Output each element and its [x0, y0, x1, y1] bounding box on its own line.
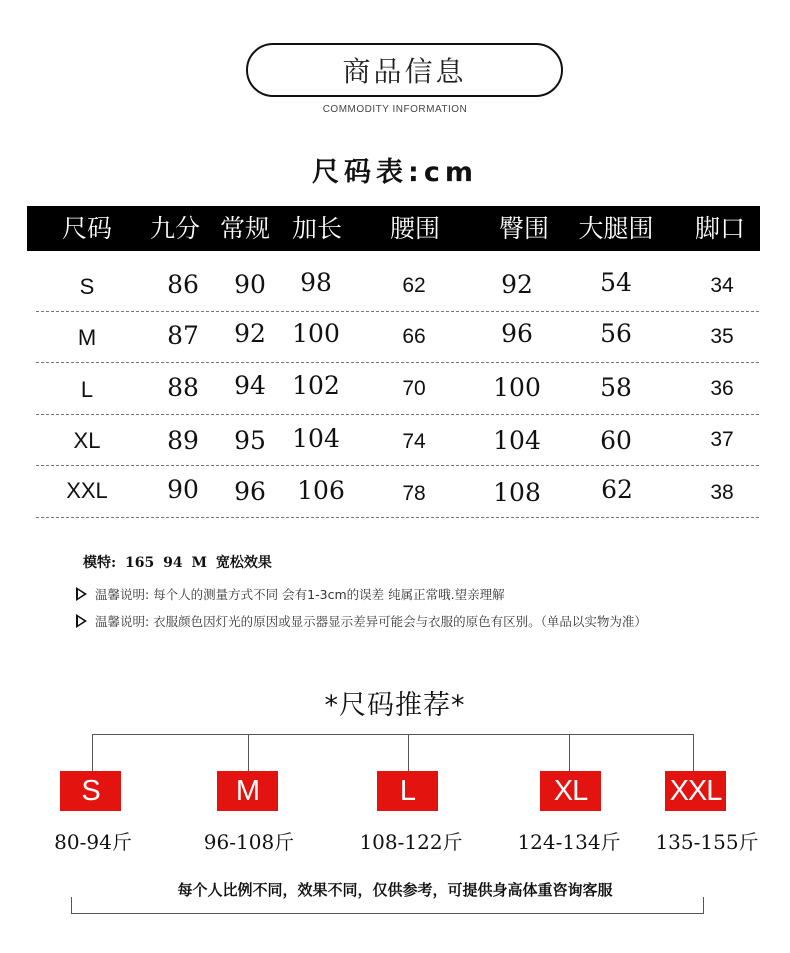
size-badge-l: L [377, 771, 438, 811]
size-table-header [27, 206, 760, 251]
tip-measurement [76, 585, 505, 603]
table-row [36, 260, 759, 312]
table-row [36, 363, 759, 415]
connector-line [408, 734, 409, 771]
cell-long: 98 [300, 268, 332, 297]
cell-thigh: 54 [600, 268, 632, 297]
connector-line [92, 734, 93, 771]
connector-line [248, 734, 249, 771]
cell-hem: 34 [710, 274, 734, 297]
cell-thigh: 60 [600, 426, 632, 455]
section-subtitle: COMMODITY INFORMATION [322, 104, 468, 115]
size-badge-s: S [60, 771, 121, 811]
cell-cropped: 88 [167, 373, 199, 402]
cell-cropped: 89 [167, 426, 199, 455]
cell-long: 100 [292, 319, 340, 348]
cell-regular: 96 [234, 477, 266, 506]
column-header-long: 加长 [291, 214, 343, 243]
triangle-arrow-icon [76, 614, 87, 628]
cell-hem: 36 [710, 377, 734, 400]
cell-long: 102 [292, 371, 340, 400]
cell-thigh: 56 [600, 319, 632, 348]
cell-cropped: 86 [167, 270, 199, 299]
recommendation-footer: 每个人比例不同，效果不同，仅供参考，可提供身高体重咨询客服 [177, 881, 613, 899]
connector-line [92, 734, 694, 735]
tip-text: 温馨说明: 每个人的测量方式不同 会有1-3cm的误差 纯属正常哦.望亲理解 [95, 587, 505, 602]
cell-hip: 104 [493, 426, 541, 455]
size-badge-m: M [217, 771, 278, 811]
cell-hip: 108 [493, 478, 541, 507]
cell-waist: 70 [402, 377, 426, 400]
cell-regular: 92 [234, 319, 266, 348]
size-chart-heading: 尺码表:cm [312, 157, 478, 188]
cell-thigh: 58 [600, 373, 632, 402]
cell-hip: 100 [493, 373, 541, 402]
column-header-waist: 腰围 [389, 214, 441, 243]
cell-size: L [80, 377, 94, 402]
cell-hip: 96 [501, 319, 533, 348]
bracket-line [71, 897, 72, 914]
cell-regular: 95 [234, 426, 266, 455]
cell-thigh: 62 [601, 475, 633, 504]
tip-text: 温馨说明: 衣服颜色因灯光的原因或显示器显示差异可能会与衣服的原色有区别。（单品以实物为准） [95, 614, 647, 629]
cell-waist: 66 [402, 325, 426, 348]
column-header-hip: 臀围 [498, 214, 550, 243]
cell-cropped: 87 [167, 321, 199, 350]
table-row [36, 311, 759, 363]
triangle-arrow-icon [76, 587, 87, 601]
table-row [36, 466, 759, 518]
recommendation-heading: *尺码推荐* [324, 690, 466, 721]
weight-range-l: 108-122斤 [359, 830, 463, 854]
weight-range-xl: 124-134斤 [517, 830, 621, 854]
cell-size: S [79, 274, 95, 299]
cell-size: M [77, 325, 97, 350]
cell-hem: 38 [710, 481, 734, 504]
column-header-regular: 常规 [219, 214, 271, 243]
connector-line [569, 734, 570, 771]
cell-waist: 74 [402, 430, 426, 453]
cell-hem: 37 [710, 428, 734, 451]
column-header-hem: 脚口 [694, 214, 746, 243]
bracket-line [71, 913, 704, 914]
cell-cropped: 90 [167, 475, 199, 504]
cell-waist: 78 [402, 482, 426, 505]
cell-hip: 92 [501, 270, 533, 299]
cell-long: 106 [297, 476, 345, 505]
weight-range-m: 96-108斤 [203, 830, 295, 854]
column-header-cropped: 九分 [149, 214, 201, 243]
model-note: 模特: 165 94 M 宽松效果 [83, 555, 272, 571]
cell-hem: 35 [710, 325, 734, 348]
size-badge-xxl: XXL [665, 771, 726, 811]
cell-size: XL [73, 428, 101, 453]
tip-color [76, 612, 647, 630]
cell-regular: 94 [234, 371, 266, 400]
section-title: 商品信息 [246, 43, 563, 97]
connector-line [693, 734, 694, 771]
column-header-size: 尺码 [61, 214, 113, 243]
column-header-thigh: 大腿围 [578, 214, 654, 243]
cell-regular: 90 [234, 270, 266, 299]
size-badge-xl: XL [540, 771, 601, 811]
weight-range-s: 80-94斤 [54, 830, 132, 854]
weight-range-xxl: 135-155斤 [655, 830, 759, 854]
cell-size: XXL [66, 478, 108, 503]
table-row [36, 414, 759, 466]
cell-waist: 62 [402, 274, 426, 297]
cell-long: 104 [292, 424, 340, 453]
bracket-line [703, 897, 704, 914]
